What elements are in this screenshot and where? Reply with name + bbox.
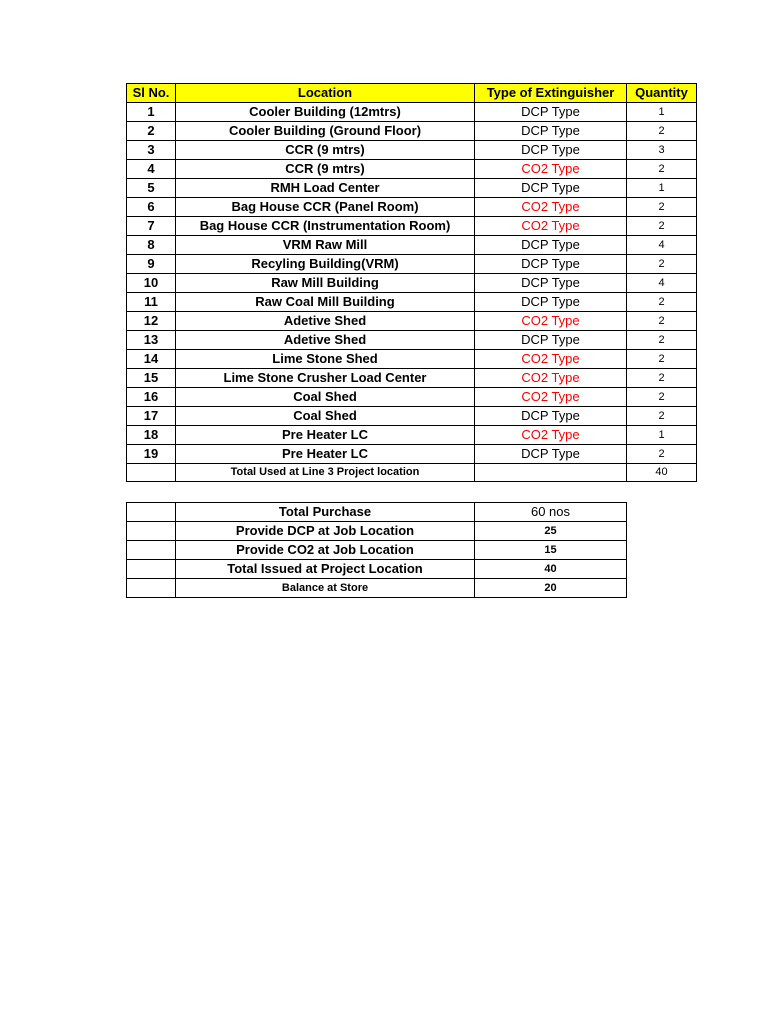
quantity-cell: 1 [627,179,697,198]
location-cell: Coal Shed [176,388,475,407]
summary-table [126,502,627,598]
total-row [127,464,697,482]
summary-empty-cell [127,579,176,598]
sl-no-cell: 15 [127,369,176,388]
location-cell: Lime Stone Shed [176,350,475,369]
quantity-cell: 2 [627,388,697,407]
table-row [127,255,697,274]
table-row [127,122,697,141]
location-cell: Bag House CCR (Panel Room) [176,198,475,217]
location-cell: Pre Heater LC [176,445,475,464]
table-row [127,217,697,236]
summary-value: 15 [475,541,627,560]
type-cell: DCP Type [475,407,627,426]
location-cell: Recyling Building(VRM) [176,255,475,274]
summary-value: 20 [475,579,627,598]
summary-empty-cell [127,503,176,522]
type-cell: CO2 Type [475,350,627,369]
quantity-cell: 4 [627,274,697,293]
sl-no-cell: 19 [127,445,176,464]
type-cell: CO2 Type [475,369,627,388]
table-row [127,312,697,331]
header-type: Type of Extinguisher [475,84,627,103]
total-empty-cell [475,464,627,482]
sl-no-cell: 3 [127,141,176,160]
summary-row [127,522,627,541]
summary-value: 40 [475,560,627,579]
sl-no-cell: 12 [127,312,176,331]
summary-label: Total Purchase [176,503,475,522]
quantity-cell: 1 [627,426,697,445]
sl-no-cell: 1 [127,103,176,122]
summary-value: 25 [475,522,627,541]
table-row [127,407,697,426]
type-cell: DCP Type [475,293,627,312]
location-cell: Pre Heater LC [176,426,475,445]
summary-empty-cell [127,522,176,541]
sl-no-cell: 13 [127,331,176,350]
location-cell: Cooler Building (Ground Floor) [176,122,475,141]
sl-no-cell: 2 [127,122,176,141]
summary-label: Balance at Store [176,579,475,598]
type-cell: DCP Type [475,331,627,350]
type-cell: DCP Type [475,122,627,141]
table-row [127,160,697,179]
sl-no-cell: 5 [127,179,176,198]
summary-empty-cell [127,560,176,579]
type-cell: DCP Type [475,255,627,274]
location-cell: RMH Load Center [176,179,475,198]
total-label: Total Used at Line 3 Project location [176,464,475,482]
type-cell: DCP Type [475,274,627,293]
summary-empty-cell [127,541,176,560]
quantity-cell: 2 [627,350,697,369]
quantity-cell: 2 [627,122,697,141]
location-cell: Cooler Building (12mtrs) [176,103,475,122]
quantity-cell: 2 [627,312,697,331]
location-cell: Adetive Shed [176,331,475,350]
summary-row [127,541,627,560]
type-cell: CO2 Type [475,217,627,236]
quantity-cell: 4 [627,236,697,255]
quantity-cell: 2 [627,160,697,179]
header-quantity: Quantity [627,84,697,103]
total-quantity: 40 [627,464,697,482]
table-row [127,445,697,464]
location-cell: Adetive Shed [176,312,475,331]
table-row [127,141,697,160]
extinguisher-table [126,83,697,482]
location-cell: Raw Mill Building [176,274,475,293]
sl-no-cell: 11 [127,293,176,312]
table-header-row [127,84,697,103]
type-cell: CO2 Type [475,312,627,331]
summary-label: Provide CO2 at Job Location [176,541,475,560]
sl-no-cell: 8 [127,236,176,255]
table-row [127,369,697,388]
quantity-cell: 2 [627,445,697,464]
location-cell: Bag House CCR (Instrumentation Room) [176,217,475,236]
table-row [127,103,697,122]
type-cell: CO2 Type [475,160,627,179]
sl-no-cell: 7 [127,217,176,236]
sl-no-cell: 4 [127,160,176,179]
quantity-cell: 3 [627,141,697,160]
summary-row [127,579,627,598]
quantity-cell: 1 [627,103,697,122]
location-cell: CCR (9 mtrs) [176,160,475,179]
type-cell: CO2 Type [475,388,627,407]
sl-no-cell: 14 [127,350,176,369]
quantity-cell: 2 [627,369,697,388]
type-cell: DCP Type [475,103,627,122]
table-row [127,274,697,293]
table-row [127,350,697,369]
header-sl-no: Sl No. [127,84,176,103]
table-row [127,331,697,350]
type-cell: DCP Type [475,141,627,160]
table-row [127,179,697,198]
location-cell: Raw Coal Mill Building [176,293,475,312]
summary-value: 60 nos [475,503,627,522]
quantity-cell: 2 [627,293,697,312]
sl-no-cell: 6 [127,198,176,217]
sl-no-cell: 16 [127,388,176,407]
location-cell: Coal Shed [176,407,475,426]
header-location: Location [176,84,475,103]
table-row [127,198,697,217]
type-cell: DCP Type [475,445,627,464]
location-cell: Lime Stone Crusher Load Center [176,369,475,388]
location-cell: VRM Raw Mill [176,236,475,255]
quantity-cell: 2 [627,255,697,274]
sl-no-cell: 9 [127,255,176,274]
quantity-cell: 2 [627,331,697,350]
type-cell: DCP Type [475,236,627,255]
quantity-cell: 2 [627,407,697,426]
quantity-cell: 2 [627,198,697,217]
location-cell: CCR (9 mtrs) [176,141,475,160]
table-row [127,426,697,445]
table-row [127,293,697,312]
summary-row [127,560,627,579]
total-empty-cell [127,464,176,482]
sl-no-cell: 10 [127,274,176,293]
sl-no-cell: 17 [127,407,176,426]
type-cell: CO2 Type [475,426,627,445]
summary-row [127,503,627,522]
summary-label: Total Issued at Project Location [176,560,475,579]
quantity-cell: 2 [627,217,697,236]
table-row [127,236,697,255]
table-row [127,388,697,407]
type-cell: DCP Type [475,179,627,198]
type-cell: CO2 Type [475,198,627,217]
sl-no-cell: 18 [127,426,176,445]
summary-label: Provide DCP at Job Location [176,522,475,541]
